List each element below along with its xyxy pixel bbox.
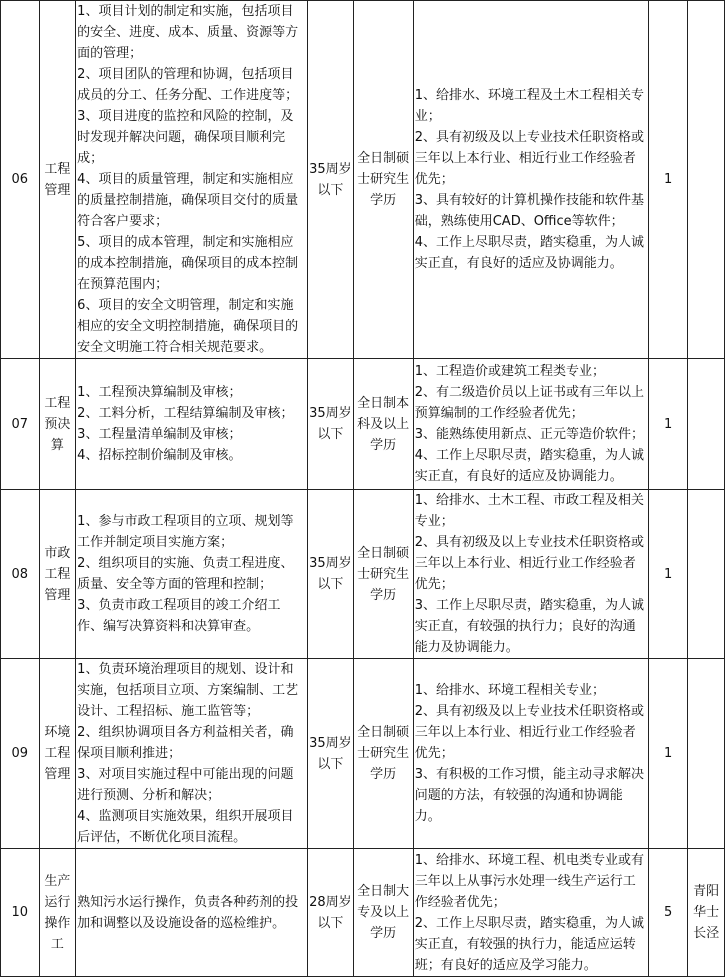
age-requirement: 35周岁以下: [308, 659, 353, 849]
duties-cell-item: 2、项目团队的管理和协调，包括项目成员的分工、任务分配、工作进度等；: [77, 67, 299, 103]
duties-cell: [76, 659, 308, 849]
duties-cell-item: 熟知污水运行操作，负责各种药剂的投加和调整以及设施设备的巡检维护。: [77, 894, 299, 931]
duties-cell-item: 3、项目进度的监控和风险的控制，及时发现并解决问题，确保项目顺利完成；: [77, 109, 294, 166]
duties-cell-item: 1、参与市政工程项目的立项、规划等工作并制定项目实施方案；: [77, 514, 294, 550]
requirements-cell-item: 4、工作上尽职尽责，踏实稳重，为人诚实正直，有良好的适应及协调能力。: [414, 235, 644, 271]
headcount: 1: [648, 659, 687, 849]
duties-cell: [76, 1, 308, 359]
requirements-cell-item: 3、工作上尽职尽责，踏实稳重，为人诚实正直，有较强的执行力；良好的沟通能力及协调能力。: [414, 598, 644, 655]
requirements-cell-item: 4、工作上尽职尽责，踏实稳重，为人诚实正直，有良好的适应及协调能力。: [414, 448, 644, 484]
requirements-cell-item: 1、给排水、土木工程、市政工程及相关专业；: [414, 493, 644, 529]
requirements-cell: [413, 849, 648, 977]
headcount: 1: [648, 1, 687, 359]
table-row: [1, 849, 725, 977]
row-number: 09: [1, 659, 40, 849]
duties-cell-item: 1、项目计划的制定和实施，包括项目的安全、进度、成本、质量、资源等方面的管理；: [77, 4, 299, 61]
work-location: [688, 659, 725, 849]
position-name: 生产运行操作工: [39, 849, 76, 977]
duties-cell-item: 6、项目的安全文明管理，制定和实施相应的安全文明控制措施，确保项目的安全文明施工符合相关规范要求。: [77, 298, 299, 355]
requirements-cell-item: 1、给排水、环境工程、机电类专业或有三年以上从事污水处理一线生产运行工作经验者优先；: [414, 852, 644, 910]
education-requirement: 全日制本科及以上学历: [353, 359, 413, 490]
table-row: [1, 659, 725, 849]
position-name: 工程管理: [39, 1, 76, 359]
row-number: 06: [1, 1, 40, 359]
table-row: [1, 490, 725, 659]
education-requirement: 全日制硕士研究生学历: [353, 490, 413, 659]
age-requirement: 28周岁以下: [308, 849, 353, 977]
requirements-cell-item: 3、能熟练使用新点、正元等造价软件；: [414, 427, 644, 442]
requirements-cell-item: 1、工程造价或建筑工程类专业；: [414, 364, 605, 379]
requirements-cell-item: 3、有积极的工作习惯，能主动寻求解决问题的方法，有较强的沟通和协调能力。: [414, 767, 644, 824]
requirements-cell-item: 2、具有初级及以上专业技术任职资格或三年以上本行业、相近行业工作经验者优先；: [414, 130, 644, 187]
requirements-cell-item: 2、具有初级及以上专业技术任职资格或三年以上本行业、相近行业工作经验者优先；: [414, 704, 644, 761]
duties-cell-item: 4、招标控制价编制及审核。: [77, 448, 242, 463]
headcount: 5: [648, 849, 687, 977]
row-number: 07: [1, 359, 40, 490]
table-row: [1, 359, 725, 490]
duties-cell-item: 1、工程预决算编制及审核；: [77, 385, 242, 400]
duties-cell-item: 2、组织项目的实施、负责工程进度、质量、安全等方面的管理和控制；: [77, 556, 294, 592]
age-requirement: 35周岁以下: [308, 1, 353, 359]
age-requirement: 35周岁以下: [308, 490, 353, 659]
education-requirement: 全日制大专及以上学历: [353, 849, 413, 977]
position-name: 市政工程管理: [39, 490, 76, 659]
requirements-cell-item: 1、给排水、环境工程相关专业；: [414, 683, 605, 698]
position-name: 环境工程管理: [39, 659, 76, 849]
duties-cell-item: 4、项目的质量管理，制定和实施相应的质量控制措施，确保项目交付的质量符合客户要求；: [77, 172, 299, 229]
row-number: 08: [1, 490, 40, 659]
work-location: [688, 359, 725, 490]
requirements-cell: [413, 1, 648, 359]
duties-cell-item: 2、组织协调项目各方利益相关者，确保项目顺利推进；: [77, 725, 294, 761]
duties-cell: [76, 359, 308, 490]
duties-cell-item: 4、监测项目实施效果，组织开展项目后评估，不断优化项目流程。: [77, 809, 294, 845]
duties-cell: [76, 490, 308, 659]
duties-cell-item: 3、负责市政工程项目的竣工介绍工作、编写决算资料和决算审查。: [77, 598, 281, 634]
table-row: [1, 1, 725, 359]
duties-cell-item: 1、负责环境治理项目的规划、设计和实施，包括项目立项、方案编制、工艺设计、工程招标、施工监管等；: [77, 662, 299, 719]
age-requirement: 35周岁以下: [308, 359, 353, 490]
duties-cell-item: 2、工料分析，工程结算编制及审核；: [77, 406, 294, 421]
duties-cell-item: 5、项目的成本管理，制定和实施相应的成本控制措施，确保项目的成本控制在预算范围内；: [77, 235, 299, 292]
duties-cell: [76, 849, 308, 977]
headcount: 1: [648, 359, 687, 490]
education-requirement: 全日制硕士研究生学历: [353, 1, 413, 359]
headcount: 1: [648, 490, 687, 659]
requirements-cell-item: 2、工作上尽职尽责，踏实稳重，为人诚实正直，有较强的执行力，能适应运转班；有良好的适应及学习能力。: [414, 915, 644, 973]
requirements-cell-item: 2、具有初级及以上专业技术任职资格或三年以上本行业、相近行业工作经验者优先；: [414, 535, 644, 592]
work-location: [688, 490, 725, 659]
row-number: 10: [1, 849, 40, 977]
requirements-cell-item: 1、给排水、环境工程及土木工程相关专业；: [414, 88, 644, 124]
work-location: 青阳华士长泾: [688, 849, 725, 977]
table-body: [1, 1, 725, 977]
position-name: 工程预决算: [39, 359, 76, 490]
work-location: [688, 1, 725, 359]
duties-cell-item: 3、工程量清单编制及审核；: [77, 427, 242, 442]
requirements-cell: [413, 490, 648, 659]
requirements-cell: [413, 359, 648, 490]
requirements-cell-item: 3、具有较好的计算机操作技能和软件基础，熟练使用CAD、Office等软件；: [414, 193, 644, 229]
education-requirement: 全日制硕士研究生学历: [353, 659, 413, 849]
duties-cell-item: 3、对项目实施过程中可能出现的问题进行预测、分析和解决；: [77, 767, 294, 803]
requirements-cell: [413, 659, 648, 849]
requirements-cell-item: 2、有二级造价员以上证书或有三年以上预算编制的工作经验者优先；: [414, 385, 644, 421]
